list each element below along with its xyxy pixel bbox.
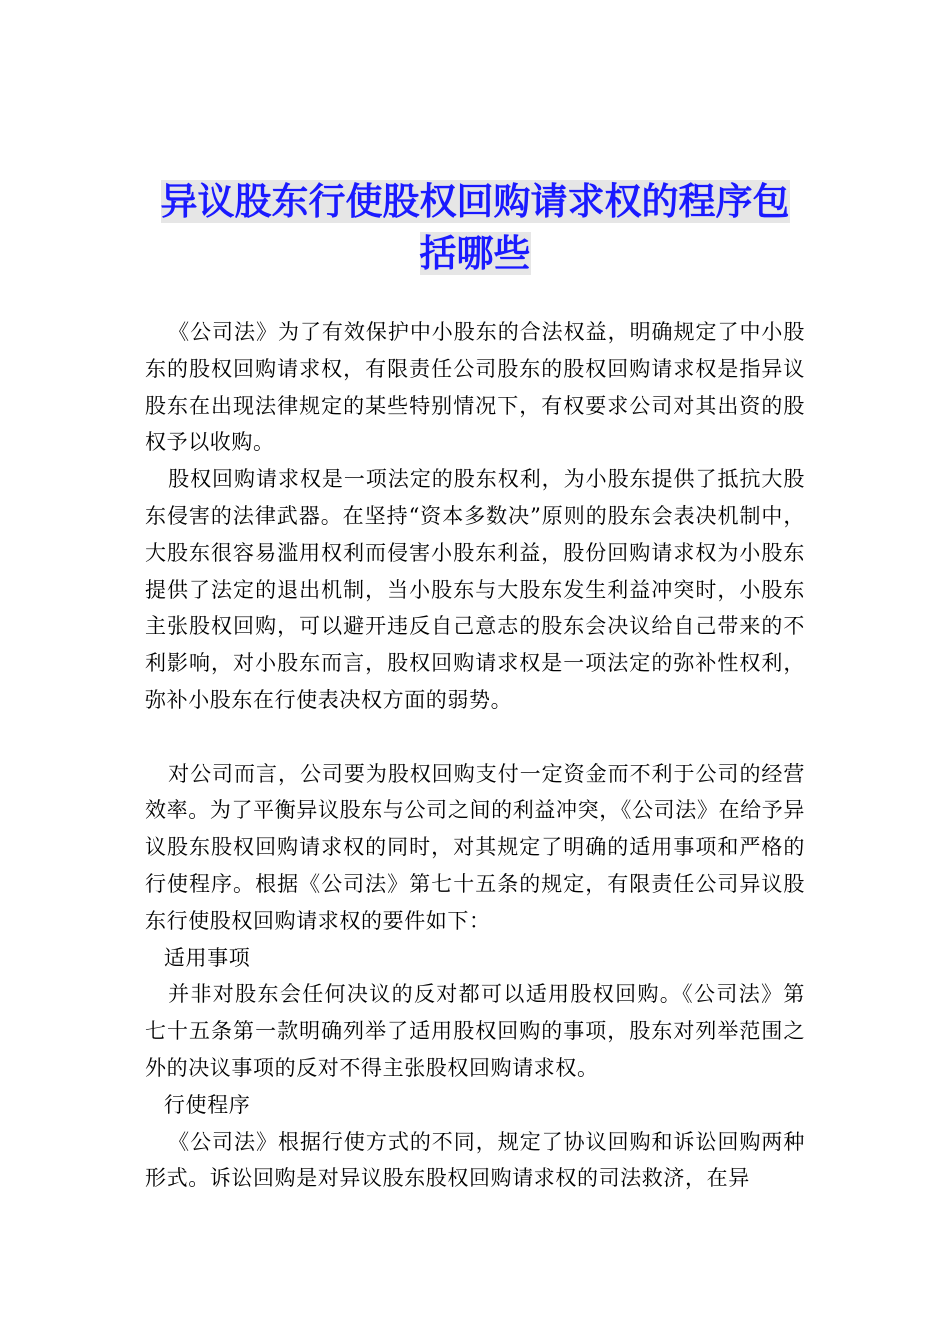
paragraph-3: 对公司而言，公司要为股权回购支付一定资金而不利于公司的经营效率。为了平衡异议股东与公司之间的利益冲突，《公司法》在给予异议股东股权回购请求权的同时，对其规定了明确的适用事项和严格的行使程序。根据《公司法》第七十五条的规定，有限责任公司异议股东行使股权回购请求权的要件如下： [145,761,805,933]
document-title [140,176,810,280]
paragraph-1: 《公司法》为了有效保护中小股东的合法权益，明确规定了中小股东的股权回购请求权，有限责任公司股东的股权回购请求权是指异议股东在出现法律规定的某些特别情况下，有权要求公司对其出资的股权予以收购。 [145,320,805,455]
paragraph-5: 《公司法》根据行使方式的不同，规定了协议回购和诉讼回购两种形式。诉讼回购是对异议股东股权回购请求权的司法救济，在异 [145,1129,805,1191]
title-line-1: 异议股东行使股权回购请求权的程序包 [160,180,790,223]
document-body [145,314,805,1197]
paragraph-4: 并非对股东会任何决议的反对都可以适用股权回购。《公司法》第七十五条第一款明确列举了适用股权回购的事项，股东对列举范围之外的决议事项的反对不得主张股权回购请求权。 [145,982,805,1080]
subheading-applicable-matters: 适用事项 [163,945,251,970]
subheading-exercise-procedure: 行使程序 [163,1092,251,1117]
paragraph-2: 股权回购请求权是一项法定的股东权利，为小股东提供了抵抗大股东侵害的法律武器。在坚持“资本多数决”原则的股东会表决机制中，大股东很容易滥用权利而侵害小股东利益，股份回购请求权为小股东提供了法定的退出机制，当小股东与大股东发生利益冲突时，小股东主张股权回购，可以避开违反自己意志的股东会决议给自己带来的不利影响，对小股东而言，股权回购请求权是一项法定的弥补性权利，弥补小股东在行使表决权方面的弱势。 [145,467,805,712]
title-line-2: 括哪些 [419,232,531,275]
